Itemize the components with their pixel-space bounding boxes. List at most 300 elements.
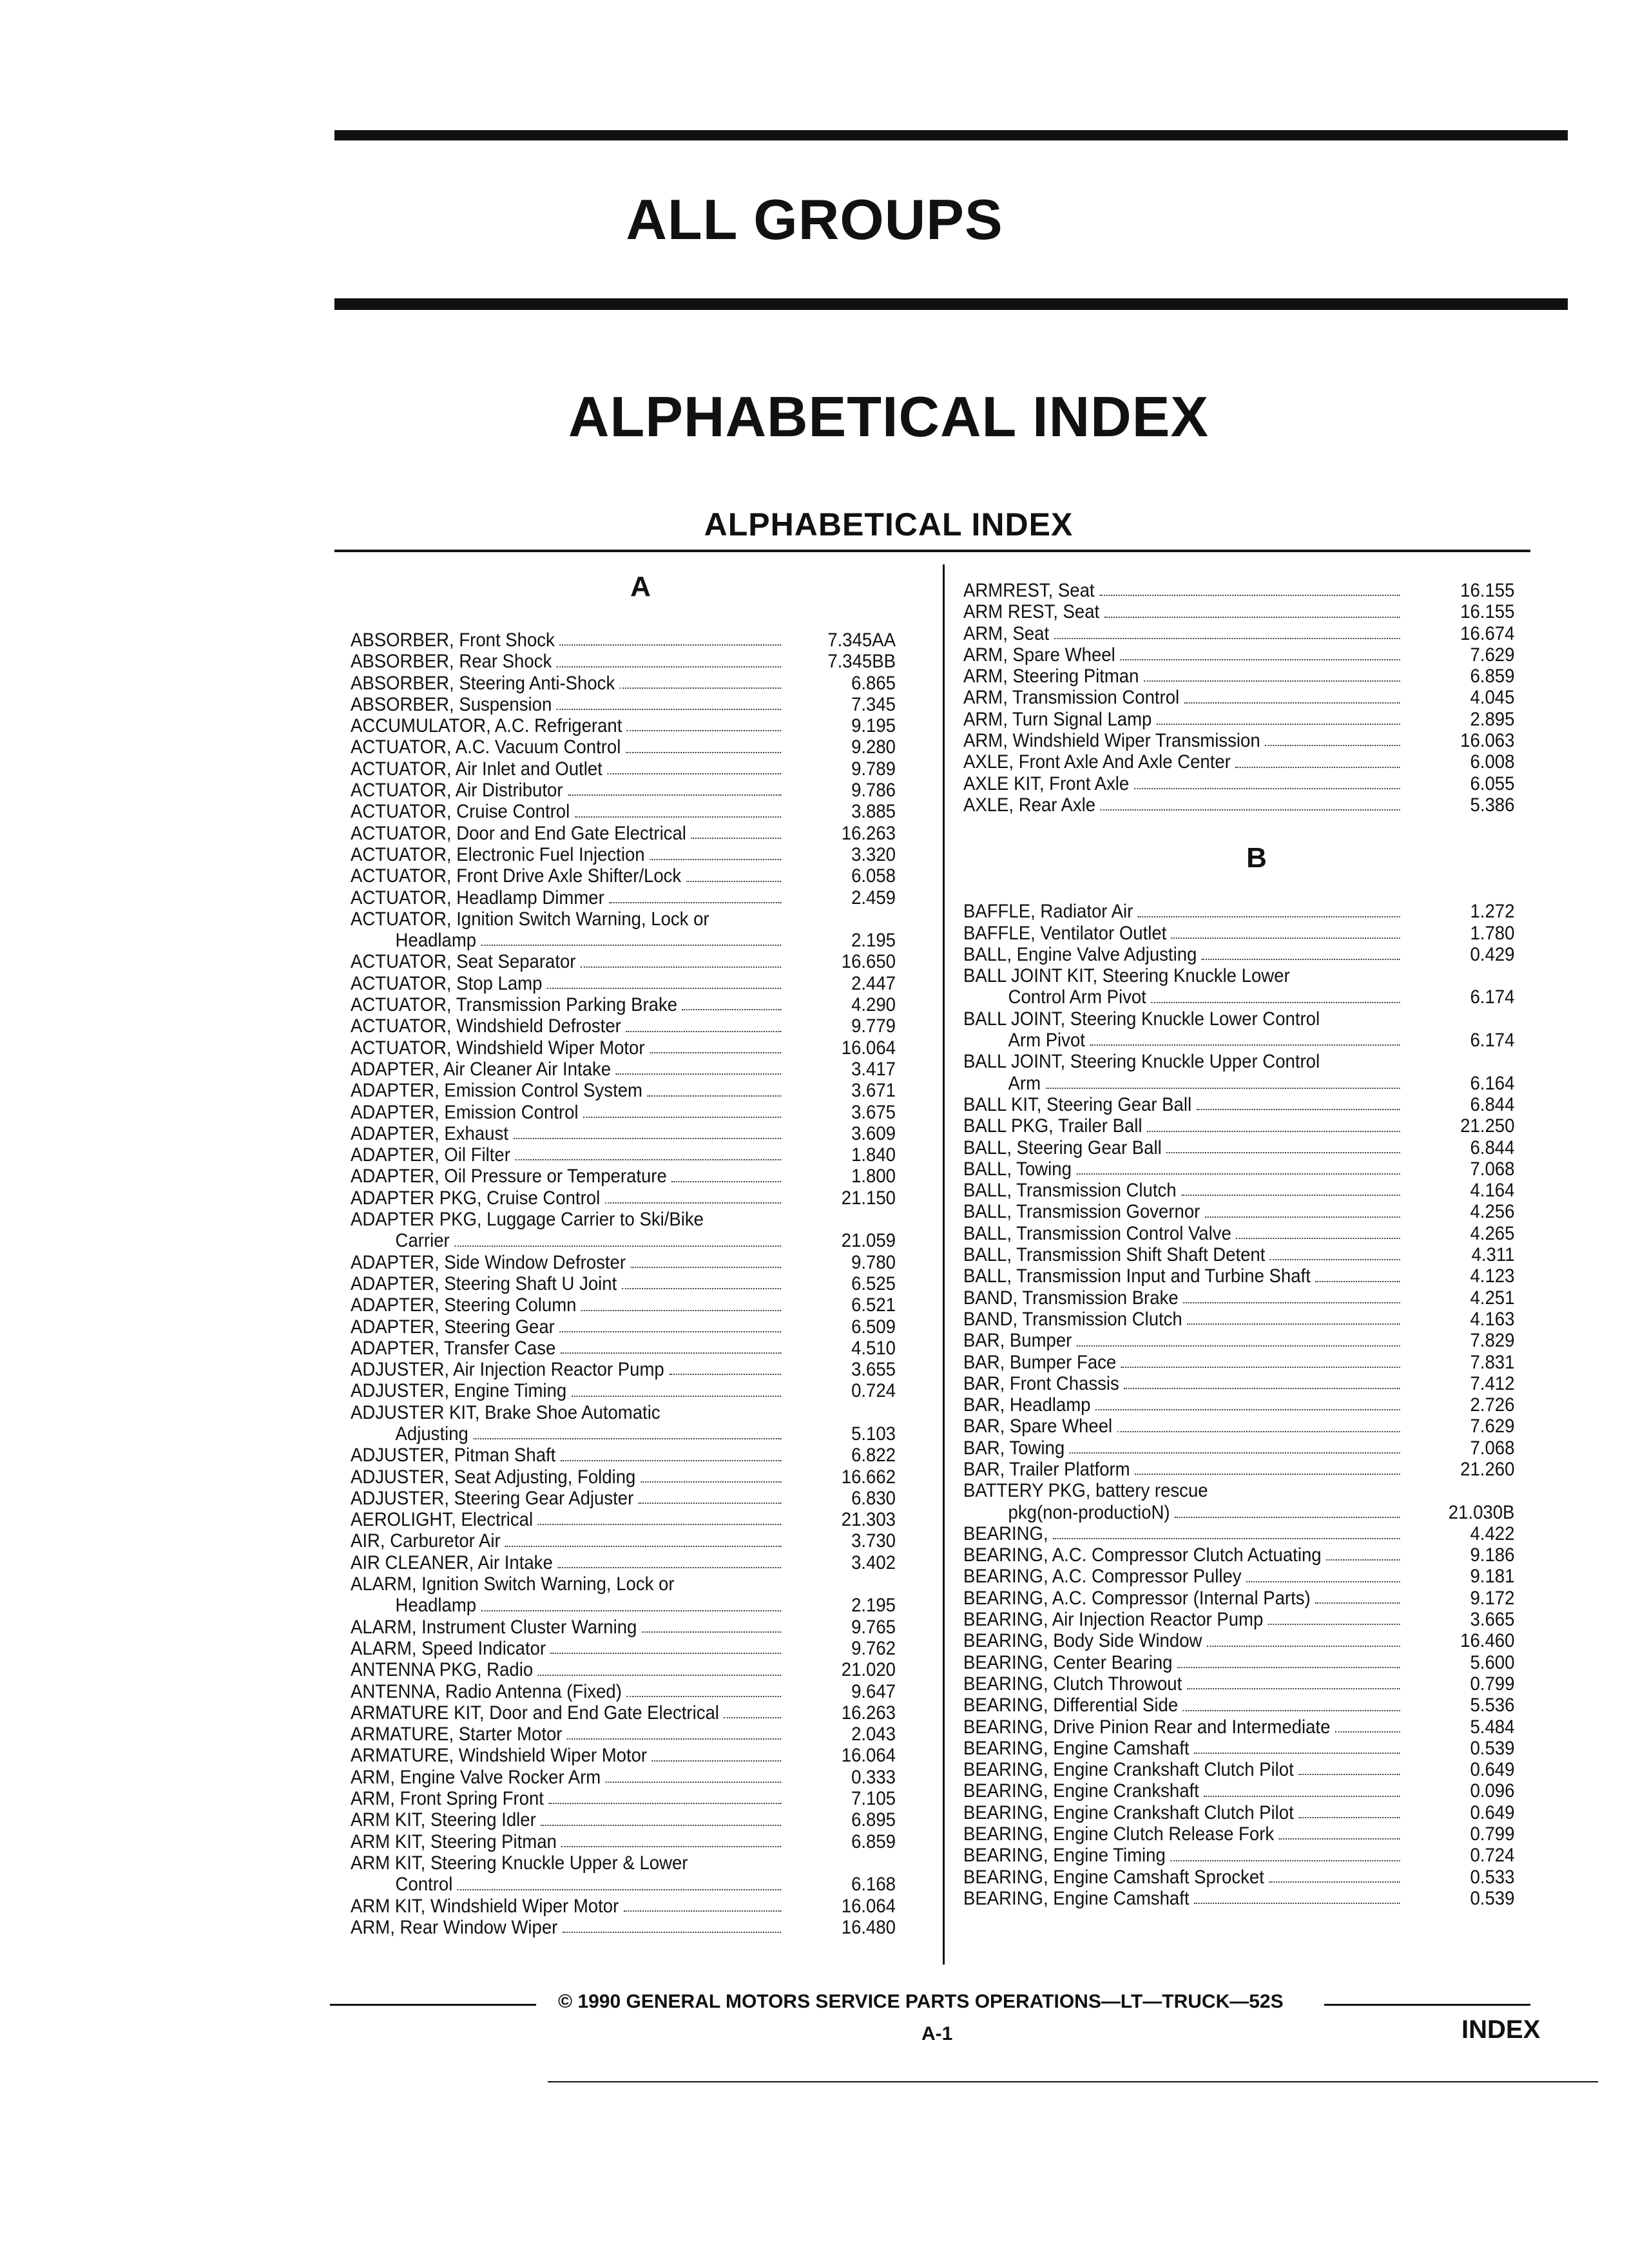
index-entry <box>351 1530 896 1552</box>
entry-group-number: 3.885 <box>851 801 896 823</box>
index-entry <box>351 1252 896 1273</box>
index-entry <box>963 923 1514 944</box>
index-entry <box>351 1552 896 1573</box>
index-entry <box>963 601 1514 622</box>
main-title: ALPHABETICAL INDEX <box>568 385 1210 448</box>
entry-group-number: 4.510 <box>851 1337 896 1359</box>
entry-label: BEARING, <box>963 1523 1048 1544</box>
entry-label: ADAPTER, Exhaust <box>351 1122 508 1144</box>
index-entry <box>963 773 1514 794</box>
index-entry <box>963 1309 1514 1330</box>
dot-leader <box>1099 595 1400 596</box>
index-entry <box>351 1466 896 1488</box>
dot-leader <box>1265 745 1400 746</box>
section-letter: B <box>1246 842 1267 874</box>
dot-leader <box>458 1889 781 1890</box>
entry-group-number: 16.460 <box>1460 1630 1515 1652</box>
index-entry <box>351 1788 896 1809</box>
entry-group-number: 21.059 <box>841 1230 896 1252</box>
entry-label: BALL, Transmission Shift Shaft Detent <box>963 1244 1266 1266</box>
entry-label: ARM, Turn Signal Lamp <box>963 708 1152 730</box>
entry-group-number: 7.345AA <box>827 629 896 651</box>
dot-leader <box>1236 1238 1400 1239</box>
entry-group-number: 0.333 <box>851 1766 896 1788</box>
entry-group-number: 0.429 <box>1470 943 1515 965</box>
entry-group-number: 9.181 <box>1470 1566 1515 1588</box>
entry-group-number: 5.600 <box>1470 1651 1515 1673</box>
index-entry <box>963 1673 1514 1695</box>
entry-label: Carrier <box>395 1230 450 1252</box>
entry-label: ADAPTER, Side Window Defroster <box>351 1251 626 1273</box>
index-entry <box>351 1102 896 1123</box>
index-entry <box>963 1416 1514 1437</box>
dot-leader <box>1121 1367 1400 1368</box>
index-entry <box>963 1566 1514 1587</box>
entry-group-number: 9.172 <box>1470 1587 1515 1609</box>
entry-group-number: 3.665 <box>1470 1609 1515 1631</box>
entry-group-number: 9.195 <box>851 715 896 737</box>
entry-group-number: 6.525 <box>851 1273 896 1294</box>
entry-group-number: 6.521 <box>851 1294 896 1316</box>
entry-label: ARM, Seat <box>963 622 1050 644</box>
page-number: A-1 <box>921 2023 953 2044</box>
entry-label: ADJUSTER, Seat Adjusting, Folding <box>351 1466 636 1488</box>
index-entry <box>963 1630 1514 1651</box>
entry-label: BAR, Bumper <box>963 1330 1072 1352</box>
entry-label: BALL PKG, Trailer Ball <box>963 1115 1142 1137</box>
entry-group-number: 4.265 <box>1470 1222 1515 1244</box>
entry-group-number: 5.386 <box>1470 794 1515 816</box>
entry-group-number: 7.829 <box>1470 1330 1515 1352</box>
entry-label: BAR, Towing <box>963 1437 1065 1459</box>
dot-leader <box>1197 1109 1400 1110</box>
entry-label: BAR, Trailer Platform <box>963 1458 1130 1480</box>
index-entry-heading: ACTUATOR, Ignition Switch Warning, Lock or <box>351 908 709 930</box>
entry-label: ARMREST, Seat <box>963 580 1095 601</box>
dot-leader <box>1157 724 1400 725</box>
entry-group-number: 21.260 <box>1460 1458 1515 1480</box>
entry-label: ARMATURE KIT, Door and End Gate Electrical <box>351 1702 719 1724</box>
entry-group-number: 3.320 <box>851 843 896 865</box>
entry-group-number: 6.859 <box>1470 666 1515 687</box>
entry-group-number: 16.650 <box>841 951 896 973</box>
entry-group-number: 16.674 <box>1460 622 1515 644</box>
entry-group-number: 1.840 <box>851 1144 896 1166</box>
entry-label: Control <box>395 1874 453 1896</box>
dot-leader <box>1134 788 1400 789</box>
entry-group-number: 16.064 <box>841 1745 896 1767</box>
dot-leader <box>1205 1216 1400 1218</box>
index-entry <box>963 730 1514 751</box>
entry-label: ARM, Windshield Wiper Transmission <box>963 730 1260 752</box>
entry-label: ARM, Spare Wheel <box>963 644 1115 666</box>
entry-group-number: 21.020 <box>841 1659 896 1681</box>
entry-label: ARM, Rear Window Wiper <box>351 1916 558 1938</box>
entry-label: ARM, Transmission Control <box>963 687 1180 709</box>
entry-group-number: 4.311 <box>1471 1244 1515 1266</box>
entry-group-number: 16.263 <box>841 1702 896 1724</box>
dot-leader <box>505 1546 781 1547</box>
entry-group-number: 0.533 <box>1470 1866 1515 1888</box>
entry-group-number: 2.447 <box>851 972 896 994</box>
entry-label: BEARING, Engine Timing <box>963 1845 1166 1867</box>
dot-leader <box>515 1159 781 1160</box>
index-entry <box>963 1780 1514 1802</box>
entry-label: AEROLIGHT, Electrical <box>351 1509 534 1531</box>
dot-leader <box>1120 659 1400 660</box>
entry-label: BAND, Transmission Brake <box>963 1287 1179 1309</box>
entry-group-number: 4.123 <box>1470 1265 1515 1287</box>
index-entry <box>963 580 1514 601</box>
index-entry <box>351 1166 896 1187</box>
entry-label: BEARING, Drive Pinion Rear and Intermediate <box>963 1716 1331 1738</box>
entry-group-number: 0.539 <box>1470 1737 1515 1759</box>
dot-leader <box>481 1610 782 1611</box>
index-entry <box>351 1659 896 1680</box>
entry-label: BEARING, Center Bearing <box>963 1651 1173 1673</box>
entry-label: ACTUATOR, Windshield Defroster <box>351 1015 621 1037</box>
entry-label: ADAPTER, Steering Shaft U Joint <box>351 1273 617 1294</box>
entry-group-number: 3.730 <box>851 1530 896 1552</box>
entry-group-number: 2.459 <box>851 887 896 908</box>
dot-leader <box>572 1396 782 1397</box>
entry-label: BAR, Bumper Face <box>963 1351 1117 1373</box>
entry-group-number: 16.155 <box>1460 601 1515 623</box>
index-entry <box>351 1273 896 1294</box>
index-entry <box>963 1265 1514 1287</box>
entry-label: ADJUSTER, Steering Gear Adjuster <box>351 1487 634 1509</box>
dot-leader <box>1246 1581 1400 1582</box>
entry-group-number: 6.174 <box>1470 1030 1515 1052</box>
entry-group-number: 0.096 <box>1470 1780 1515 1802</box>
entry-label: ARM, Front Spring Front <box>351 1788 544 1810</box>
section-letter: A <box>630 571 651 602</box>
entry-group-number: 7.345 <box>851 693 896 715</box>
dot-leader <box>616 1073 782 1075</box>
entry-group-number: 4.045 <box>1470 687 1515 709</box>
footer-line-left <box>330 2004 536 2006</box>
entry-label: ACTUATOR, Air Distributor <box>351 780 563 802</box>
entry-group-number: 7.412 <box>1470 1372 1515 1394</box>
entry-label: ACTUATOR, Headlamp Dimmer <box>351 887 604 908</box>
dot-leader <box>1151 1002 1400 1003</box>
index-entry <box>963 1502 1514 1523</box>
entry-label: ADAPTER, Steering Column <box>351 1294 577 1316</box>
entry-group-number: 3.655 <box>851 1359 896 1381</box>
index-entry <box>351 1702 896 1724</box>
entry-group-number: 16.263 <box>841 822 896 844</box>
entry-group-number: 16.064 <box>841 1895 896 1917</box>
index-entry <box>351 1423 896 1445</box>
index-entry-heading: BALL JOINT KIT, Steering Knuckle Lower <box>963 965 1290 987</box>
entry-group-number: 3.675 <box>851 1101 896 1123</box>
index-entry <box>351 758 896 780</box>
dot-leader <box>583 1117 781 1118</box>
section-gap <box>963 816 1550 838</box>
entry-group-number: 6.058 <box>851 865 896 887</box>
entry-group-number: 4.164 <box>1470 1180 1515 1202</box>
dot-leader <box>473 1438 781 1439</box>
entry-group-number: 7.629 <box>1470 644 1515 666</box>
dot-leader <box>1104 617 1400 618</box>
dot-leader <box>1298 1817 1400 1818</box>
dot-leader <box>650 1052 781 1053</box>
entry-group-number: 7.068 <box>1470 1158 1515 1180</box>
dot-leader <box>631 1267 782 1268</box>
dot-leader <box>691 838 781 839</box>
index-entry <box>963 1201 1514 1222</box>
entry-group-number: 0.539 <box>1470 1887 1515 1909</box>
dot-leader <box>1077 1345 1400 1347</box>
entry-group-number: 3.417 <box>851 1058 896 1080</box>
entry-group-number: 6.008 <box>1470 751 1515 773</box>
entry-group-number: 4.251 <box>1470 1287 1515 1309</box>
dot-leader <box>581 966 781 968</box>
dot-leader <box>648 1095 782 1097</box>
left-column <box>351 567 930 1938</box>
entry-label: AIR CLEANER, Air Intake <box>351 1552 553 1573</box>
index-entry <box>351 1638 896 1659</box>
entry-group-number: 21.150 <box>841 1187 896 1209</box>
entry-label: BEARING, Engine Clutch Release Fork <box>963 1823 1275 1845</box>
entry-label: ADAPTER, Oil Pressure or Temperature <box>351 1166 667 1187</box>
entry-group-number: 2.195 <box>851 930 896 952</box>
index-entry <box>351 1445 896 1466</box>
index-entry <box>351 715 896 736</box>
index-entry <box>963 1459 1514 1480</box>
index-entry <box>963 1223 1514 1244</box>
index-entry <box>963 1544 1514 1566</box>
entry-label: ADAPTER, Oil Filter <box>351 1144 510 1166</box>
entry-group-number: 5.536 <box>1470 1695 1515 1716</box>
index-entry <box>351 1488 896 1509</box>
entry-label: BALL, Transmission Input and Turbine Shaft <box>963 1265 1311 1287</box>
entry-label: BEARING, Air Injection Reactor Pump <box>963 1609 1264 1631</box>
dot-leader <box>641 1481 781 1483</box>
entry-group-number: 6.822 <box>851 1445 896 1466</box>
entry-group-number: 9.762 <box>851 1637 896 1659</box>
entry-group-number: 4.256 <box>1470 1201 1515 1223</box>
entry-group-number: 6.174 <box>1470 986 1515 1008</box>
entry-label: ARMATURE, Starter Motor <box>351 1724 563 1745</box>
index-entry <box>963 687 1514 708</box>
dot-leader <box>627 730 781 731</box>
index-entry <box>963 1244 1514 1265</box>
dot-leader <box>652 1760 782 1762</box>
dot-leader <box>1070 1452 1400 1454</box>
index-entry <box>351 1767 896 1788</box>
entry-label: ADJUSTER, Engine Timing <box>351 1380 567 1402</box>
entry-group-number: 6.830 <box>851 1487 896 1509</box>
dot-leader <box>1054 638 1400 639</box>
entry-group-number: 7.068 <box>1470 1437 1515 1459</box>
index-entry <box>351 1745 896 1766</box>
dot-leader <box>1184 702 1400 704</box>
index-entry <box>351 823 896 844</box>
entry-label: Headlamp <box>395 1595 477 1617</box>
dot-leader <box>1166 1152 1400 1153</box>
entry-group-number: 7.831 <box>1470 1351 1515 1373</box>
index-entry <box>351 1724 896 1745</box>
index-entry <box>351 780 896 801</box>
entry-label: ACTUATOR, Windshield Wiper Motor <box>351 1037 645 1059</box>
entry-label: ARM REST, Seat <box>963 601 1100 623</box>
index-entry <box>963 666 1514 687</box>
dot-leader <box>1194 1903 1400 1904</box>
entry-group-number: 2.195 <box>851 1595 896 1617</box>
entry-label: BEARING, Engine Camshaft <box>963 1887 1190 1909</box>
entry-group-number: 9.280 <box>851 736 896 758</box>
dot-leader <box>626 1031 781 1032</box>
entry-group-number: 16.662 <box>841 1466 896 1488</box>
column-divider <box>943 564 945 1965</box>
entry-group-number: 6.509 <box>851 1316 896 1338</box>
footer-line-right <box>1324 2004 1530 2006</box>
dot-leader <box>561 1460 781 1461</box>
entry-group-number: 4.163 <box>1470 1308 1515 1330</box>
top-rule <box>334 130 1568 140</box>
dot-leader <box>1177 1667 1400 1668</box>
index-entry <box>963 1287 1514 1309</box>
dot-leader <box>1171 937 1400 939</box>
index-entry <box>351 1831 896 1852</box>
index-entry <box>351 694 896 715</box>
index-entry <box>963 1330 1514 1351</box>
dot-leader <box>1046 1088 1400 1089</box>
entry-group-number: 0.724 <box>1470 1845 1515 1867</box>
entry-label: BAFFLE, Ventilator Outlet <box>963 922 1167 944</box>
entry-label: BALL, Engine Valve Adjusting <box>963 943 1197 965</box>
index-entry <box>351 973 896 994</box>
index-entry-heading: BALL JOINT, Steering Knuckle Lower Control <box>963 1008 1320 1030</box>
index-entry <box>963 1073 1514 1094</box>
entry-group-number: 6.164 <box>1470 1072 1515 1094</box>
entry-label: ADJUSTER, Pitman Shaft <box>351 1445 556 1466</box>
entry-group-number: 9.186 <box>1470 1544 1515 1566</box>
index-entry <box>351 1380 896 1401</box>
dot-leader <box>1298 1774 1400 1775</box>
entry-group-number: 16.063 <box>1460 730 1515 752</box>
dot-leader <box>624 1910 782 1912</box>
entry-group-number: 5.103 <box>851 1423 896 1445</box>
entry-label: BEARING, Engine Crankshaft Clutch Pilot <box>963 1802 1294 1823</box>
dot-leader <box>557 1567 781 1568</box>
dot-leader <box>547 988 781 989</box>
entry-group-number: 7.345BB <box>827 651 896 673</box>
index-entry <box>963 1352 1514 1373</box>
entry-group-number: 4.422 <box>1470 1523 1515 1544</box>
entry-group-number: 0.724 <box>851 1380 896 1402</box>
entry-label: BAR, Headlamp <box>963 1394 1091 1416</box>
index-entry <box>351 1080 896 1101</box>
dot-leader <box>567 1738 781 1740</box>
entry-label: Control Arm Pivot <box>1008 986 1146 1008</box>
group-title: ALL GROUPS <box>626 187 1003 251</box>
dot-leader <box>538 1675 782 1676</box>
entry-group-number: 0.799 <box>1470 1823 1515 1845</box>
entry-label: ANTENNA PKG, Radio <box>351 1659 534 1681</box>
index-entry <box>351 951 896 972</box>
entry-label: BALL, Transmission Control Valve <box>963 1222 1231 1244</box>
copyright-text: © 1990 GENERAL MOTORS SERVICE PARTS OPERATIONS—LT—TRUCK—52S <box>558 1991 1284 2012</box>
entry-label: ACTUATOR, Air Inlet and Outlet <box>351 758 602 780</box>
index-entry <box>963 709 1514 730</box>
entry-label: BEARING, Engine Crankshaft <box>963 1780 1199 1802</box>
entry-label: ARM KIT, Steering Pitman <box>351 1831 557 1852</box>
dot-leader <box>620 687 782 689</box>
index-entry <box>963 901 1514 922</box>
dot-leader <box>1053 1538 1400 1539</box>
entry-label: ADAPTER, Steering Gear <box>351 1316 555 1338</box>
dot-leader <box>541 1825 781 1826</box>
dot-leader <box>1194 1753 1400 1754</box>
entry-label: ABSORBER, Steering Anti-Shock <box>351 672 615 694</box>
index-entry <box>963 1030 1514 1051</box>
dot-leader <box>605 1202 782 1204</box>
index-entry <box>963 644 1514 666</box>
index-entry <box>963 1180 1514 1201</box>
entry-label: BAND, Transmission Clutch <box>963 1308 1182 1330</box>
entry-label: ARMATURE, Windshield Wiper Motor <box>351 1745 648 1767</box>
index-entry <box>963 1845 1514 1866</box>
index-entry <box>351 1015 896 1037</box>
entry-label: ABSORBER, Rear Shock <box>351 651 552 673</box>
entry-label: BEARING, A.C. Compressor Pulley <box>963 1566 1242 1588</box>
index-entry <box>351 736 896 758</box>
index-entry <box>963 1137 1514 1158</box>
index-entry <box>963 751 1514 773</box>
dot-leader <box>1183 1302 1400 1303</box>
index-entry <box>963 1888 1514 1909</box>
index-entry <box>351 1338 896 1359</box>
dot-leader <box>1235 767 1400 768</box>
entry-label: BEARING, Engine Crankshaft Clutch Pilot <box>963 1759 1294 1781</box>
index-entry <box>351 844 896 865</box>
dot-leader <box>1090 1044 1400 1046</box>
index-entry <box>351 1917 896 1938</box>
dot-leader <box>557 666 782 668</box>
entry-group-number: 2.895 <box>1470 708 1515 730</box>
index-entry <box>963 1523 1514 1544</box>
index-entry-heading: BATTERY PKG, battery rescue <box>963 1480 1208 1502</box>
entry-group-number: 7.105 <box>851 1788 896 1810</box>
entry-label: BEARING, Clutch Throwout <box>963 1673 1182 1695</box>
entry-group-number: 16.155 <box>1460 580 1515 601</box>
index-entry <box>963 1759 1514 1780</box>
entry-label: ABSORBER, Front Shock <box>351 629 555 651</box>
dot-leader <box>639 1503 782 1504</box>
dot-leader <box>1076 1173 1400 1175</box>
entry-group-number: 3.402 <box>851 1552 896 1573</box>
entry-group-number: 1.780 <box>1470 922 1515 944</box>
entry-label: ACTUATOR, Stop Lamp <box>351 972 543 994</box>
entry-group-number: 21.250 <box>1460 1115 1515 1137</box>
index-entry <box>963 1738 1514 1759</box>
entry-label: ADAPTER, Transfer Case <box>351 1337 556 1359</box>
entry-label: ABSORBER, Suspension <box>351 693 552 715</box>
index-entry <box>351 887 896 908</box>
index-entry-heading: ARM KIT, Steering Knuckle Upper & Lower <box>351 1852 688 1874</box>
dot-leader <box>1279 1838 1400 1840</box>
index-entry-heading: ALARM, Ignition Switch Warning, Lock or <box>351 1573 675 1595</box>
entry-label: ADAPTER, Emission Control <box>351 1101 579 1123</box>
dot-leader <box>650 859 781 860</box>
entry-label: ALARM, Instrument Cluster Warning <box>351 1616 637 1638</box>
entry-label: ACTUATOR, Door and End Gate Electrical <box>351 822 686 844</box>
dot-leader <box>1335 1731 1400 1733</box>
index-entry <box>351 1316 896 1338</box>
dot-leader <box>568 794 781 796</box>
